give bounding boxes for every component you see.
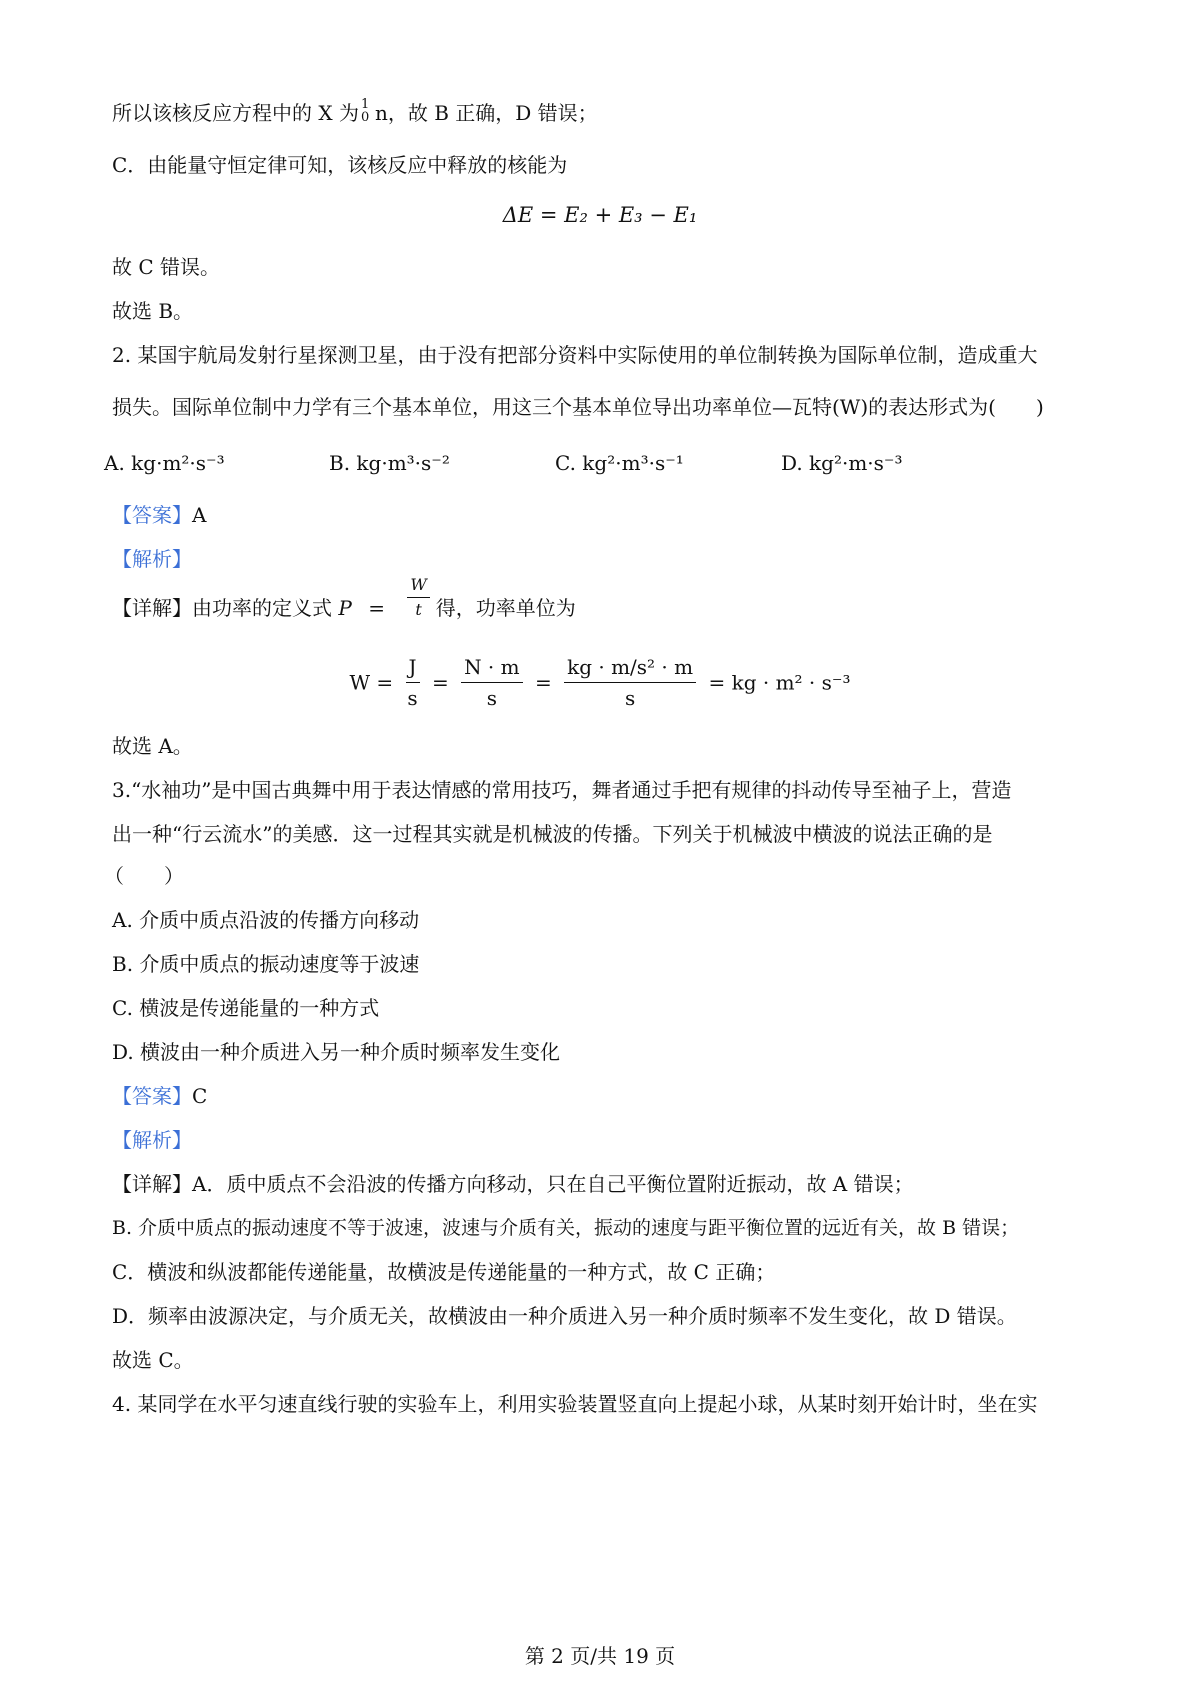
answer-value: C xyxy=(192,1084,208,1108)
text-line: 故 C 错误。 xyxy=(112,255,221,279)
fraction-denominator: s xyxy=(624,686,636,710)
equals-sign: = xyxy=(431,670,449,695)
eq-result: = kg · m² · s⁻³ xyxy=(708,670,851,695)
text-segment: A．质中质点不会沿波的传播方向移动，只在自己平衡位置附近振动，故 A 错误； xyxy=(192,1172,914,1196)
answer-line xyxy=(112,1082,1104,1110)
detail-line xyxy=(112,1170,1104,1198)
q3-option-a: A. 介质中质点沿波的传播方向移动 xyxy=(112,908,420,932)
fraction-j-over-s xyxy=(406,655,420,710)
detail-line: B. 介质中质点的振动速度不等于波速，波速与介质有关，振动的速度与距平衡位置的远近有关，故 B 错误； xyxy=(112,1217,1020,1239)
page-footer: 第 2 页/共 19 页 xyxy=(524,1644,676,1668)
answer-line xyxy=(112,501,1104,529)
q3-option-d: D. 横波由一种介质进入另一种介质时频率发生变化 xyxy=(112,1040,561,1064)
fraction-numerator: W xyxy=(407,576,429,598)
equals-sign: = xyxy=(534,670,552,695)
text-segment: 得，功率单位为 xyxy=(435,596,576,620)
nuclide-symbol: n xyxy=(374,101,388,125)
text-line: C．由能量守恒定律可知，该核反应中释放的核能为 xyxy=(112,153,568,177)
atomic-number: 0 xyxy=(360,110,370,125)
neutron-nuclide xyxy=(359,97,375,126)
detail-line: C．横波和纵波都能传递能量，故横波是传递能量的一种方式，故 C 正确； xyxy=(112,1260,776,1284)
text-line: 故选 C。 xyxy=(112,1348,194,1372)
question-2-line-1: 2. 某国宇航局发射行星探测卫星，由于没有把部分资料中实际使用的单位制转换为国际单位制，造成重大 xyxy=(112,343,1038,367)
text-segment: 由功率的定义式 xyxy=(192,596,332,620)
question-3-line-3: （ ） xyxy=(104,864,184,888)
text-line: 故选 B。 xyxy=(112,299,194,323)
text-line: 故选 A。 xyxy=(112,734,193,758)
fraction-numerator: kg · m/s² · m xyxy=(564,655,696,683)
detail-tag: 【详解】 xyxy=(112,1172,192,1196)
fraction-denominator: t xyxy=(415,600,422,619)
fraction-denominator: s xyxy=(486,686,497,710)
eq-lhs: W = xyxy=(349,670,394,695)
question-3-line-1: 3.“水袖功”是中国古典舞中用于表达情感的常用技巧，舞者通过手把有规律的抖动传导至袖子上，营造 xyxy=(112,778,1012,802)
fraction-w-over-t xyxy=(407,576,429,619)
text-line xyxy=(112,99,1104,127)
power-symbol: P xyxy=(338,596,352,620)
fraction-kgm-over-s xyxy=(564,655,696,710)
detail-line: D．频率由波源决定，与介质无关，故横波由一种介质进入另一种介质时频率不发生变化，故 D 错误。 xyxy=(112,1304,1017,1328)
fraction-nm-over-s xyxy=(461,655,523,710)
q2-option-c: C. kg²·m³·s⁻¹ xyxy=(555,451,684,475)
question-3-line-2: 出一种“行云流水”的美感．这一过程其实就是机械波的传播。下列关于机械波中横波的说法正确的是 xyxy=(112,822,993,846)
mass-number: 1 xyxy=(360,97,370,112)
q3-option-b: B. 介质中质点的振动速度等于波速 xyxy=(112,952,420,976)
q2-option-a: A. kg·m²·s⁻³ xyxy=(104,451,225,475)
q2-option-d: D. kg²·m·s⁻³ xyxy=(781,451,903,475)
q2-option-b: B. kg·m³·s⁻² xyxy=(329,451,450,475)
equals-sign: = xyxy=(368,596,385,620)
fraction-numerator: J xyxy=(406,655,420,683)
q3-option-c: C. 横波是传递能量的一种方式 xyxy=(112,996,380,1020)
answer-tag: 【答案】 xyxy=(112,1084,192,1108)
detail-tag: 【详解】 xyxy=(112,596,192,620)
text-segment: 所以该核反应方程中的 X 为 xyxy=(112,101,359,125)
analysis-tag: 【解析】 xyxy=(112,547,192,571)
text-segment: ，故 B 正确，D 错误； xyxy=(387,101,598,125)
question-4-line-1: 4. 某同学在水平匀速直线行驶的实验车上，利用实验装置竖直向上提起小球，从某时刻开始计时，坐在实 xyxy=(112,1392,1038,1416)
fraction-numerator: N · m xyxy=(461,655,523,683)
equation-watt xyxy=(0,655,1200,710)
detail-line xyxy=(112,575,1104,622)
equation-energy: ΔE = E₂ + E₃ − E₁ xyxy=(502,203,698,227)
fraction-denominator: s xyxy=(407,686,418,710)
question-2-line-2: 损失。国际单位制中力学有三个基本单位，用这三个基本单位导出功率单位—瓦特(W)的表达形式为( ) xyxy=(112,395,1044,419)
answer-value: A xyxy=(192,503,207,527)
answer-tag: 【答案】 xyxy=(112,503,192,527)
analysis-tag: 【解析】 xyxy=(112,1128,192,1152)
